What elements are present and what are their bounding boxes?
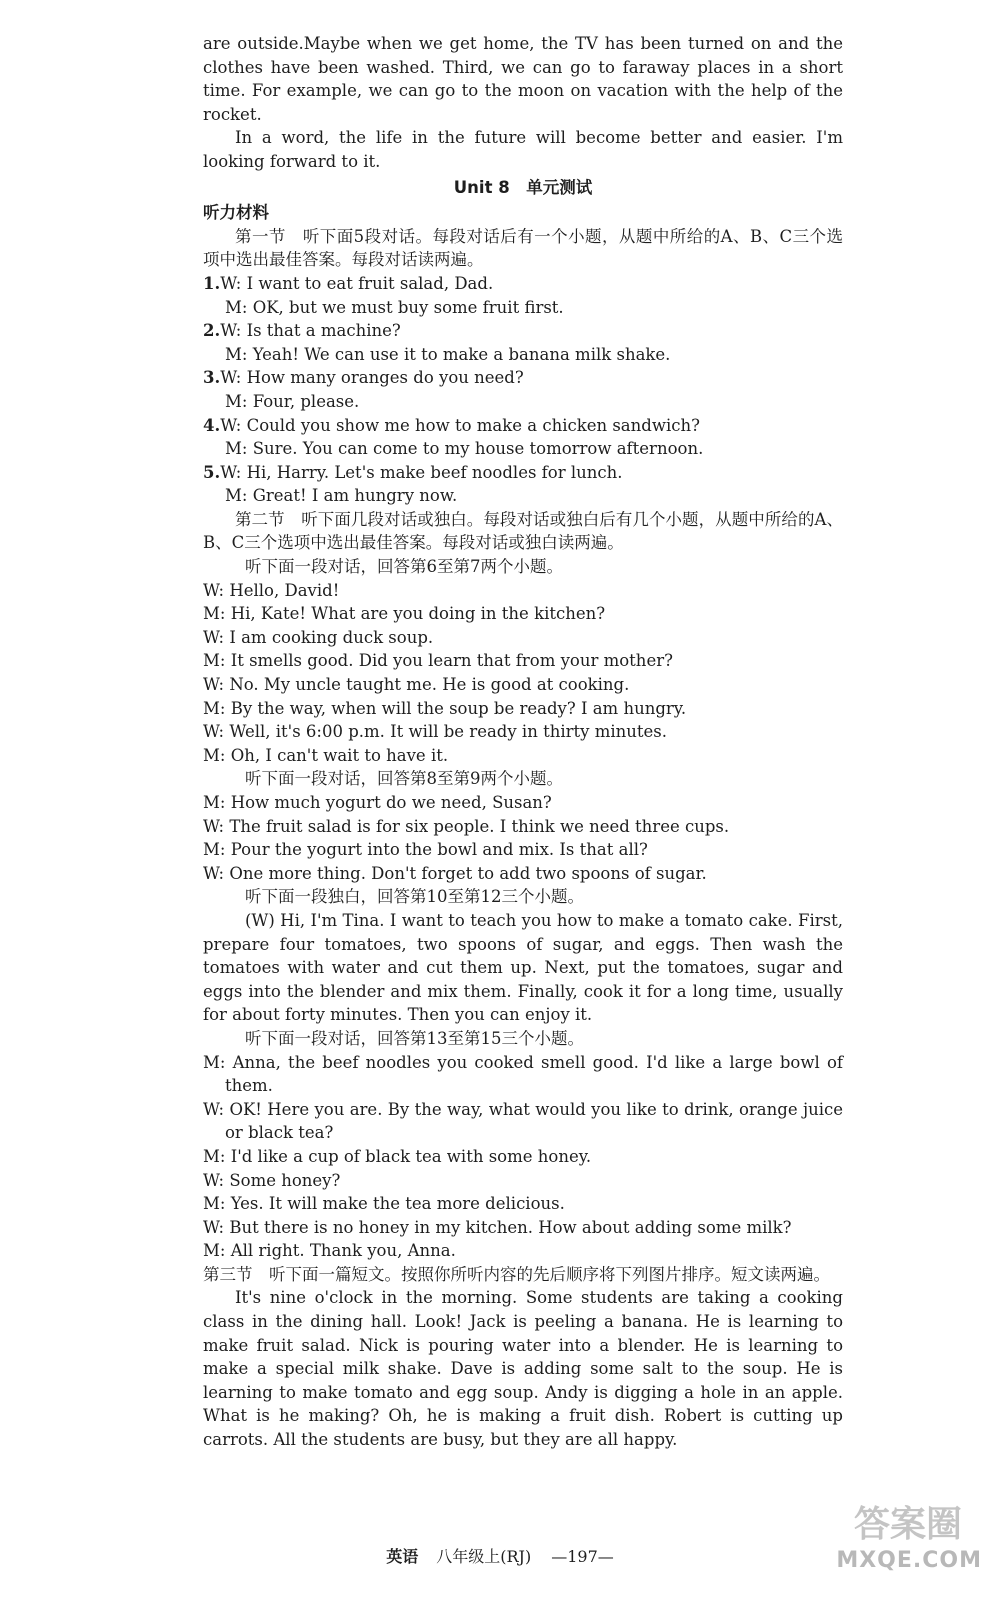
part1-dialogue-5 [203,461,843,508]
dialogue-line: M: By the way, when will the soup be ready? I am hungry. [203,698,687,718]
part2-monologue-text: (W) Hi, I'm Tina. I want to teach you how to make a tomato cake. First, prepare four tomatoes, two spoons of sugar, and eggs. Then wash the tomatoes with water and cut them up. Next, put the tomatoes, sugar and eggs into the blender and mix them. Finally, cook it for a long time, usually for about forty minutes. Then you can enjoy it. [203,910,843,1025]
dialogue-line: M: How much yogurt do we need, Susan? [203,793,552,812]
dialogue-line: M: Pour the yogurt into the bowl and mix. Is that all? [203,840,648,860]
part3-instruction: 第三节 听下面一篇短文。按照你所听内容的先后顺序将下列图片排序。短文读两遍。 [203,1264,830,1284]
dialogue-line: W: How many oranges do you need? [220,368,524,388]
part2-instruction: 第二节 听下面几段对话或独白。每段对话或独白后有几个小题，从题中所给的A、B、C三个选项中选出最佳答案。每段对话或独白读两遍。 [203,509,843,553]
dialogue-number: 4. [203,415,221,435]
watermark-site: MXQE.COM [836,1548,982,1573]
dialogue-number: 1. [203,273,221,293]
part2-dialogue1-intro: 听下面一段对话，回答第6至第7两个小题。 [245,557,563,577]
dialogue-line: M: Anna, the beef noodles you cooked smell good. I'd like a large bowl of them. [203,1052,843,1096]
dialogue-line: W: I want to eat fruit salad, Dad. [220,273,494,293]
dialogue-line: M: I'd like a cup of black tea with some honey. [203,1146,592,1166]
part1-dialogue-1 [203,272,843,319]
dialogue-number: 2. [203,321,221,341]
part2-dialogue2-intro: 听下面一段对话，回答第8至第9两个小题。 [245,769,563,789]
dialogue-number: 5. [203,462,221,482]
dialogue-line: W: Some honey? [203,1170,341,1190]
part1-dialogue-3 [203,366,843,413]
part2-monologue-intro: 听下面一段独白，回答第10至第12三个小题。 [245,887,584,907]
dialogue-number: 3. [203,368,221,388]
part3-text: It's nine o'clock in the morning. Some students are taking a cooking class in the dining hall. Look! Jack is peeling a banana. He is learning to make fruit salad. Nick is pouring water into a blender. He is learning to make a special milk shake. Dave is adding some salt to the soup. He is learning to make tomato and egg soup. Andy is digging a hole in an apple. What is he making? Oh, he is making a fruit dish. Robert is cutting up carrots. All the students are busy, but they are all happy. [203,1288,843,1450]
dialogue-line: W: Is that a machine? [220,321,401,341]
dialogue-line: W: I am cooking duck soup. [203,627,434,647]
part1-dialogue-2 [203,319,843,366]
dialogue-line: W: Hello, David! [203,580,340,600]
dialogue-line: M: OK, but we must buy some fruit first. [225,297,564,317]
watermark-logo: 答案圈 [853,1504,962,1545]
dialogue-line: M: Oh, I can't wait to have it. [203,745,449,765]
dialogue-line: M: It smells good. Did you learn that from your mother? [203,651,673,671]
dialogue-line: M: Four, please. [225,391,360,411]
dialogue-line: M: Sure. You can come to my house tomorrow afternoon. [225,439,704,459]
footer-grade: 八年级上(RJ) [436,1547,532,1566]
dialogue-line: W: No. My uncle taught me. He is good at cooking. [203,675,630,695]
dialogue-line: M: Yeah! We can use it to make a banana milk shake. [225,344,671,364]
footer-subject: 英语 [386,1547,419,1566]
watermark [782,1496,982,1584]
part1-dialogue-4 [203,414,843,461]
dialogue-line: W: OK! Here you are. By the way, what would you like to drink, orange juice or black tea? [203,1099,843,1143]
unit-title: Unit 8 单元测试 [453,177,593,197]
section-label: 听力材料 [203,203,269,223]
page-number: —197— [551,1547,614,1566]
part1-instruction: 第一节 听下面5段对话。每段对话后有一个小题，从题中所给的A、B、C三个选项中选出最佳答案。每段对话读两遍。 [203,226,843,270]
dialogue-line: W: Well, it's 6:00 p.m. It will be ready in thirty minutes. [203,722,667,742]
dialogue-line: W: The fruit salad is for six people. I think we need three cups. [203,816,730,836]
dialogue-line: W: Could you show me how to make a chicken sandwich? [220,415,700,435]
dialogue-line: W: One more thing. Don't forget to add two spoons of sugar. [203,863,707,883]
dialogue-line: M: Hi, Kate! What are you doing in the kitchen? [203,604,606,624]
dialogue-line: W: Hi, Harry. Let's make beef noodles for lunch. [220,462,623,482]
closing-paragraph: In a word, the life in the future will become better and easier. I'm looking forward to it. [203,128,843,171]
dialogue-line: W: But there is no honey in my kitchen. How about adding some milk? [203,1217,792,1237]
dialogue-line: M: Great! I am hungry now. [225,486,458,506]
part2-dialogue3-intro: 听下面一段对话，回答第13至第15三个小题。 [245,1028,584,1048]
continued-paragraph: are outside.Maybe when we get home, the TV has been turned on and the clothes have been washed. Third, we can go to faraway places in a short time. For example, we can go to the moon on vacation with the help of the rocket. [203,34,843,124]
dialogue-line: M: Yes. It will make the tea more delicious. [203,1194,565,1214]
dialogue-line: M: All right. Thank you, Anna. [203,1241,456,1261]
page-content [203,32,843,1452]
